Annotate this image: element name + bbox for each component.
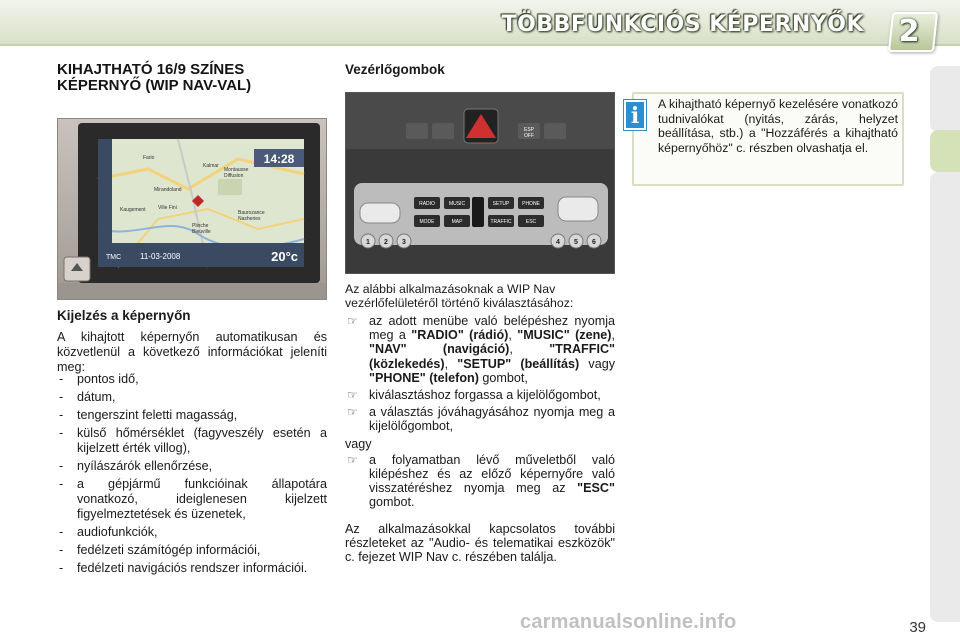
list-item: - nyílászárók ellenőrzése, — [59, 459, 213, 473]
section-title-line-2: KÉPERNYŐ (WIP NAV-VAL) — [57, 77, 252, 94]
list-item: ☞ a választás jóváhagyásához nyomja meg a kijelölőgombot, — [347, 405, 615, 434]
page-number: 39 — [909, 619, 926, 636]
list-item: - fedélzeti számítógép információi, — [59, 543, 261, 557]
setup-label: SETUP — [492, 201, 510, 207]
preset-label: 1 — [366, 239, 370, 246]
controls-outro: Az alkalmazásokkal kapcsolatos további részleteket az "Audio- és telematikai eszközök" c. fejezet WIP Nav c. részében találja. — [345, 521, 615, 565]
display-intro: A kihajtott képernyőn automatikusan és közvetlenül a következő információkat jeleníti meg: — [57, 330, 327, 374]
display-subtitle: Kijelzés a képernyőn — [57, 308, 191, 323]
esp-label: ESP — [523, 127, 535, 133]
town-label: Montausse — [224, 167, 249, 173]
controls-intro: Az alábbi alkalmazásoknak a WIP Nav vezérlőfelületéről történő kiválasztásához: — [345, 282, 574, 310]
preset-label: 6 — [592, 239, 596, 246]
controls-list — [345, 314, 615, 564]
cd-slot — [472, 197, 484, 227]
esc-label: ESC — [525, 219, 537, 225]
mode-label: MODE — [419, 219, 435, 225]
preset-label: 5 — [574, 239, 578, 246]
pointing-hand-icon: ☞ — [347, 405, 358, 420]
side-tab-active — [930, 130, 960, 172]
list-item: - a gépjármű funkcióinak állapotára vonatkozó, ideiglenesen kijelzett figyelmeztetések és üzenetek, — [59, 477, 327, 521]
clock-text: 14:28 — [263, 152, 295, 166]
list-item: - dátum, — [59, 390, 116, 404]
list-item: ☞ az adott menübe való belépéshez nyomja meg a "RADIO" (rádió), "MUSIC" (zene), "NAV" (navigáció), "TRAFFIC" (közlekedés), "SETUP" (beállítás) vagy "PHONE" (telefon) gombot, — [347, 314, 616, 385]
town-label: Bleuville — [192, 229, 211, 235]
town-label: Kaugement — [120, 207, 146, 213]
traffic-label: TRAFFIC — [490, 219, 512, 225]
selector-knob-photo — [558, 197, 598, 221]
side-tab-lower — [930, 172, 960, 622]
music-label: MUSIC — [448, 201, 466, 207]
pointing-hand-icon: ☞ — [347, 314, 358, 328]
section-title — [57, 62, 327, 94]
town-label: Plinche — [192, 223, 209, 229]
side-tab-upper — [930, 66, 960, 132]
volume-knob-photo — [360, 203, 400, 223]
panel-top-button — [406, 123, 428, 139]
control-panel-illustration — [346, 93, 615, 274]
list-item: - külső hőmérséklet (fagyveszély esetén a kijelzett érték villog), — [59, 426, 327, 455]
list-item: - tengerszint feletti magasság, — [59, 408, 238, 422]
page-title: TÖBBFUNKCIÓS KÉPERNYŐK — [501, 12, 864, 37]
or-separator: vagy — [345, 436, 372, 451]
pointing-hand-icon: ☞ — [347, 452, 358, 467]
watermark: carmanualsonline.info — [520, 611, 737, 633]
chapter-number: 2 — [898, 14, 920, 49]
off-label: OFF — [524, 133, 534, 139]
town-label: Mirandoland — [154, 187, 182, 193]
list-item: - audiofunkciók, — [59, 525, 158, 539]
panel-top-button — [432, 123, 454, 139]
map-block — [218, 179, 242, 195]
status-tmc: TMC — [106, 254, 122, 261]
radio-label: RADIO — [419, 201, 435, 207]
preset-label: 2 — [384, 239, 388, 246]
screen-photo — [57, 118, 327, 300]
preset-label: 4 — [556, 239, 560, 246]
panel-top-button — [544, 123, 566, 139]
town-label: Kalmar — [203, 163, 219, 169]
status-date: 11-03-2008 — [140, 252, 181, 261]
preset-label: 3 — [402, 239, 406, 246]
town-label: Ville Fini — [158, 205, 177, 211]
status-temperature: 20°c — [271, 249, 298, 264]
town-label: Fario — [143, 155, 155, 161]
section-title-line-1: KIHAJTHATÓ 16/9 SZÍNES — [57, 61, 245, 78]
info-icon: i — [624, 100, 646, 130]
pointing-hand-icon: ☞ — [347, 388, 358, 403]
controls-title: Vezérlőgombok — [345, 62, 445, 77]
phone-label: PHONE — [522, 201, 540, 207]
list-item: - fedélzeti navigációs rendszer információi. — [59, 561, 308, 575]
town-label: Nasheries — [238, 216, 261, 222]
dashboard-shelf — [58, 283, 327, 300]
list-item: - pontos idő, — [59, 372, 139, 386]
control-panel-photo — [345, 92, 615, 274]
info-text: A kihajtható képernyő kezelésére vonatkozó tudnivalókat (nyitás, zárás, helyzet beállítása, stb.) a "Hozzáférés a kihajtható képernyőhöz" c. részben olvashatja el. — [658, 97, 898, 155]
display-info-list — [57, 372, 327, 579]
list-item: ☞ kiválasztáshoz forgassa a kijelölőgombot, — [347, 388, 601, 403]
screen-illustration — [58, 119, 327, 300]
town-label: Baurozance — [238, 210, 265, 216]
map-label: MAP — [451, 219, 463, 225]
list-item: ☞ a folyamatban lévő műveletből való kilépéshez és az előző képernyőre való visszatéréshez nyomja meg az "ESC" gombot. — [347, 452, 615, 510]
town-label: Diffusion — [224, 173, 244, 179]
